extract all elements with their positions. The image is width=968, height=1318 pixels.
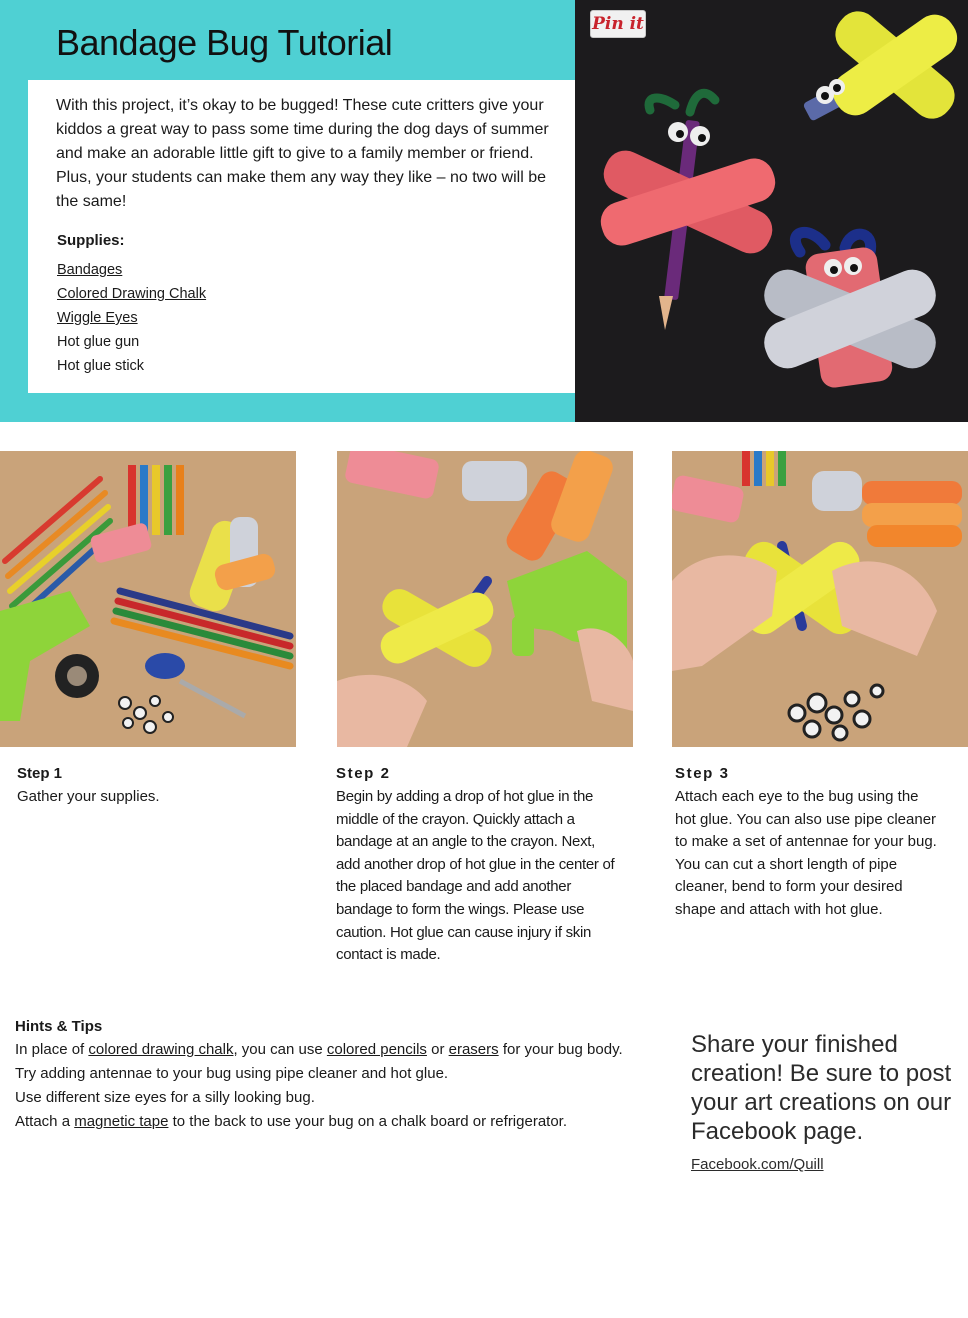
step3-photo bbox=[672, 451, 968, 747]
step1-photo bbox=[0, 451, 296, 747]
step-2-body: Begin by adding a drop of hot glue in the middle of the crayon. Quickly attach a bandage at an angle to the crayon. Next, add another drop of hot glue in the center of the placed bandage and add another bandage to form the wings. Please use caution. Hot glue can cause injury if skin contact is made. bbox=[336, 788, 615, 964]
step-2 bbox=[336, 764, 626, 967]
finished-bugs-photo bbox=[575, 0, 968, 422]
supply-item-glue-gun: Hot glue gun bbox=[57, 334, 140, 350]
step-3-heading: Step 3 bbox=[675, 765, 730, 782]
tip-3: Use different size eyes for a silly looking bug. bbox=[15, 1089, 315, 1106]
hero-section bbox=[0, 0, 968, 422]
step-3-body: Attach each eye to the bug using the hot glue. You can also use pipe cleaner to make a set of antennae for your bug. You can cut a short length of pipe cleaner, bend to form your desired shape and attach with hot glue. bbox=[675, 788, 937, 918]
chalk-link[interactable]: colored drawing chalk bbox=[88, 1041, 234, 1058]
hints-tips bbox=[15, 1016, 665, 1134]
facebook-link[interactable]: Facebook.com/Quill bbox=[691, 1156, 824, 1173]
finished-bugs-illustration bbox=[575, 0, 968, 422]
supplies-heading: Supplies: bbox=[57, 232, 125, 249]
eyes-step-illustration bbox=[672, 451, 968, 747]
hints-tips-heading: Hints & Tips bbox=[15, 1018, 103, 1035]
intro-card bbox=[28, 80, 575, 393]
tip-1: In place of colored drawing chalk, you can use colored pencils or erasers for your bug body. bbox=[15, 1041, 623, 1058]
tip-2: Try adding antennae to your bug using pipe cleaner and hot glue. bbox=[15, 1065, 449, 1082]
step-1 bbox=[17, 764, 307, 809]
step2-photo bbox=[337, 451, 633, 747]
page-title: Bandage Bug Tutorial bbox=[56, 22, 393, 63]
pinterest-pin-button[interactable]: Pin it bbox=[590, 10, 646, 38]
glue-step-illustration bbox=[337, 451, 633, 747]
supply-link-drawing-chalk[interactable]: Colored Drawing Chalk bbox=[57, 286, 207, 302]
magnetic-tape-link[interactable]: magnetic tape bbox=[74, 1113, 169, 1130]
supplies-list bbox=[57, 258, 206, 378]
supply-link-bandages[interactable]: Bandages bbox=[57, 262, 123, 278]
erasers-link[interactable]: erasers bbox=[448, 1041, 499, 1058]
step-3 bbox=[675, 764, 937, 922]
supply-item-glue-stick: Hot glue stick bbox=[57, 358, 145, 374]
supply-link-wiggle-eyes[interactable]: Wiggle Eyes bbox=[57, 310, 138, 326]
step-2-heading: Step 2 bbox=[336, 765, 391, 782]
share-text: Share your finished creation! Be sure to post your art creations on our Facebook page. bbox=[691, 1031, 952, 1145]
share-section bbox=[691, 1030, 953, 1173]
step-1-heading: Step 1 bbox=[17, 765, 63, 782]
tip-4: Attach a magnetic tape to the back to use your bug on a chalk board or refrigerator. bbox=[15, 1113, 568, 1130]
supplies-illustration bbox=[0, 451, 296, 747]
step-1-body: Gather your supplies. bbox=[17, 788, 160, 805]
colored-pencils-link[interactable]: colored pencils bbox=[326, 1041, 427, 1058]
title-panel bbox=[0, 0, 575, 422]
intro-text: With this project, it’s okay to be bugged! These cute critters give your kiddos a great way to pass some time during the dog days of summer and make an adorable little gift to give to a family member or friend. Plus, your students can make them any way they like – no two will be the same! bbox=[56, 97, 549, 210]
